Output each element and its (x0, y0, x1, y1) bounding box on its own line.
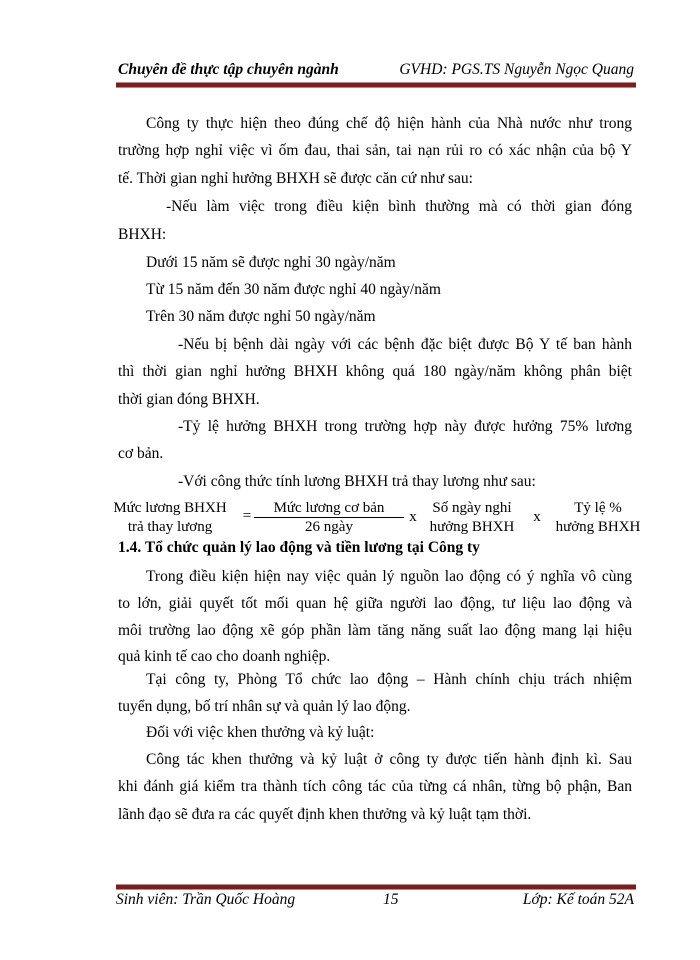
page-number: 15 (383, 891, 399, 908)
formula-denominator: 26 ngày (305, 519, 353, 535)
body-line: -Tỷ lệ hưởng BHXH trong trường hợp này được hưởng 75% lương (178, 418, 632, 435)
formula-lhs-2: trả thay lương (127, 519, 213, 535)
header-rule (116, 82, 636, 88)
body-line: tuyển dụng, bố trí nhân sự và quản lý lao động. (118, 698, 411, 715)
formula-term3-2: hưởng BHXH (555, 519, 641, 535)
formula-times: x (409, 509, 417, 525)
footer-rule (116, 884, 636, 890)
footer-class: Lớp: Kế toán 52A (522, 891, 634, 908)
header-right: GVHD: PGS.TS Nguyễn Ngọc Quang (399, 61, 634, 78)
body-line: -Nếu bị bệnh dài ngày với các bệnh đặc biệt được Bộ Y tế ban hành (178, 336, 632, 353)
body-line: Trong điều kiện hiện nay việc quản lý nguồn lao động có ý nghĩa vô cùng (146, 568, 632, 585)
formula-numerator: Mức lương cơ bản (254, 499, 404, 518)
body-line: quả kinh tế cao cho doanh nghiệp. (118, 648, 331, 665)
body-line: Công ty thực hiện theo đúng chế độ hiện hành của Nhà nước như trong (146, 115, 632, 132)
formula-term2-1: Số ngày nghỉ (432, 500, 512, 516)
body-line: trường hợp nghỉ việc vì ốm đau, thai sản, tai nạn rủi ro có xác nhận của bộ Y (118, 142, 632, 159)
body-line: khi đánh giá kiểm tra thành tích công tác của từng cá nhân, từng bộ phận, Ban (118, 778, 632, 795)
body-line: cơ bản. (118, 445, 164, 462)
header-left: Chuyên đề thực tập chuyên ngành (118, 61, 339, 78)
formula-times: x (533, 509, 541, 525)
body-line: -Nếu làm việc trong điều kiện bình thường mà có thời gian đóng (166, 198, 632, 215)
body-line: Từ 15 năm đến 30 năm được nghỉ 40 ngày/năm (146, 281, 441, 298)
formula-term3-1: Tỷ lệ % (574, 500, 622, 516)
section-heading: 1.4. Tổ chức quản lý lao động và tiền lương tại Công ty (118, 539, 480, 556)
formula-term2-2: hưởng BHXH (429, 519, 515, 535)
body-line: Trên 30 năm được nghỉ 50 ngày/năm (146, 308, 376, 325)
body-line: Tại công ty, Phòng Tổ chức lao động – Hành chính chịu trách nhiệm (146, 671, 632, 688)
body-line: Công tác khen thưởng và kỷ luật ở công ty được tiến hành định kì. Sau (146, 751, 632, 768)
body-line: Dưới 15 năm sẽ được nghỉ 30 ngày/năm (146, 254, 396, 271)
body-line: lãnh đạo sẽ đưa ra các quyết định khen thưởng và kỷ luật tạm thời. (118, 806, 532, 823)
formula-lhs-1: Mức lương BHXH (113, 500, 227, 516)
body-line: to lớn, giải quyết tốt mối quan hệ giữa người lao động, tư liệu lao động và (118, 595, 632, 612)
body-line: thì thời gian nghỉ hưởng BHXH không quá 180 ngày/năm không phân biệt (118, 363, 632, 380)
footer-student: Sinh viên: Trần Quốc Hoàng (116, 891, 296, 908)
body-line: -Với công thức tính lương BHXH trả thay lương như sau: (178, 473, 536, 490)
body-line: tế. Thời gian nghỉ hưởng BHXH sẽ được căn cứ như sau: (118, 170, 473, 187)
body-line: BHXH: (118, 226, 167, 243)
body-line: môi trường lao động xẽ góp phần làm tăng năng suất lao động mang lại hiệu (118, 622, 632, 639)
body-line: Đối với việc khen thưởng và kỷ luật: (146, 724, 375, 741)
body-line: thời gian đóng BHXH. (118, 391, 260, 408)
formula-equals: = (242, 508, 252, 524)
